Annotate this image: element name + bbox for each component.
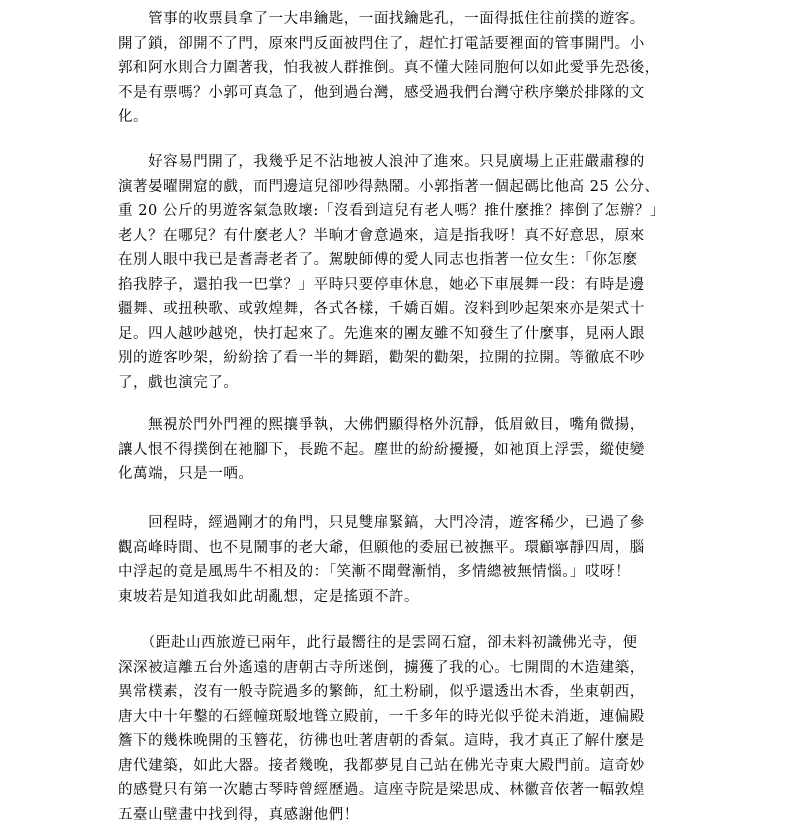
paragraph-4 xyxy=(118,511,678,609)
text-line: 好容易門開了，我幾乎足不沾地被人浪沖了進來。只見廣場上正莊嚴肅穆的 xyxy=(118,154,645,170)
text-line: 了，戲也演完了。 xyxy=(118,374,239,391)
text-line: 重 20 公斤的男遊客氣急敗壞:「沒看到這兒有老人嗎？推什麼推？摔倒了怎辦？」 xyxy=(118,203,666,219)
text-line: 的感覺只有第一次聽古琴時曾經歷過。這座寺院是梁思成、林徽音依著一幅敦煌 xyxy=(118,782,645,798)
text-line: 足。四人越吵越兇，快打起來了。先進來的團友雖不知發生了什麼事，見兩人跟 xyxy=(118,325,645,342)
text-line: 管事的收票員拿了一大串鑰匙，一面找鑰匙孔，一面得抵住往前撲的遊客。 xyxy=(118,11,645,27)
text-line: 回程時，經過剛才的角門，只見雙扉緊鎬，大門冷清，遊客稀少，已過了參 xyxy=(118,515,645,531)
paragraph-5 xyxy=(118,631,678,827)
text-line: 無視於門外門裡的熙攘爭執，大佛們顯得格外沉靜，低眉斂目，嘴角微揚， xyxy=(118,417,645,433)
text-line: 五臺山壁畫中找到得，真感謝他們！ xyxy=(118,806,359,823)
text-line: 化萬端，只是一哂。 xyxy=(118,466,254,482)
text-line: （距赴山西旅遊已兩年，此行最嚮往的是雲岡石窟，卻未料初識佛光寺，便 xyxy=(118,635,638,651)
paragraph-2 xyxy=(118,150,678,395)
text-line: 在別人眼中我已是耆壽老者了。駕駛師傅的愛人同志也指著一位女生：「你怎麼 xyxy=(118,252,638,268)
text-line: 別的遊客吵架，紛紛捨了看一半的舞蹈，勸架的勸架，拉開的拉開。等徹底不吵 xyxy=(118,350,645,366)
text-line: 演著晏曜開窟的戲，而門邊這兒卻吵得熱鬧。小郭指著一個起碼比他高 25 公分、 xyxy=(118,178,660,195)
text-line: 郭和阿水則合力圍著我，怕我被人群推倒。真不懂大陸同胞何以如此愛爭先恐後， xyxy=(118,60,660,76)
text-line: 開了鎖，卻開不了門，原來門反面被閂住了，趕忙打電話要裡面的管事開門。小 xyxy=(118,35,645,52)
text-line: 簷下的幾株晚開的玉簪花，彷彿也吐著唐朝的香氣。這時，我才真正了解什麼是 xyxy=(118,733,645,749)
text-line: 讓人恨不得撲倒在祂腳下，長跪不起。塵世的紛紛擾擾，如祂頂上浮雲，縱使變 xyxy=(118,441,645,458)
text-line: 不是有票嗎？小郭可真急了，他到過台灣，感受過我們台灣守秩序樂於排隊的文 xyxy=(118,84,645,101)
text-line: 唐大中十年鑿的石經幢斑駁地聳立殿前，一千多年的時光似乎從未消逝，連偏殿 xyxy=(118,708,645,725)
text-line: 掐我脖子，還拍我一巴掌？」平時只要停車休息，她必下車展舞一段：有時是邊 xyxy=(118,276,645,293)
text-line: 中浮起的竟是風馬牛不相及的：「笑漸不聞聲漸悄，多情總被無情惱。」哎呀！ xyxy=(118,564,631,580)
text-line: 觀高峰時間、也不見鬧事的老大爺，但願他的委屈已被撫平。環顧寧靜四周，腦 xyxy=(118,539,645,556)
text-line: 深深被這離五台外遙遠的唐朝古寺所迷倒，擄獲了我的心。七開間的木造建築， xyxy=(118,659,645,676)
text-line: 疆舞、或扭秧歌、或敦煌舞，各式各樣，千嬌百媚。沒料到吵起架來亦是架式十 xyxy=(118,301,645,317)
text-line: 異常樸素，沒有一般寺院過多的繁飾，紅土粉刷，似乎還透出木香，坐東朝西， xyxy=(118,684,645,700)
text-line: 化。 xyxy=(118,109,149,125)
text-line: 唐代建築，如此大器。接者幾晚，我都夢見自己站在佛光寺東大殿門前。這奇妙 xyxy=(118,757,645,774)
paragraph-3 xyxy=(118,413,678,487)
paragraph-1 xyxy=(118,7,678,130)
text-line: 老人？在哪兒？有什麼老人？半晌才會意過來，這是指我呀！真不好意思，原來 xyxy=(118,227,645,244)
text-line: 東坡若是知道我如此胡亂想，定是搖頭不許。 xyxy=(118,588,419,605)
